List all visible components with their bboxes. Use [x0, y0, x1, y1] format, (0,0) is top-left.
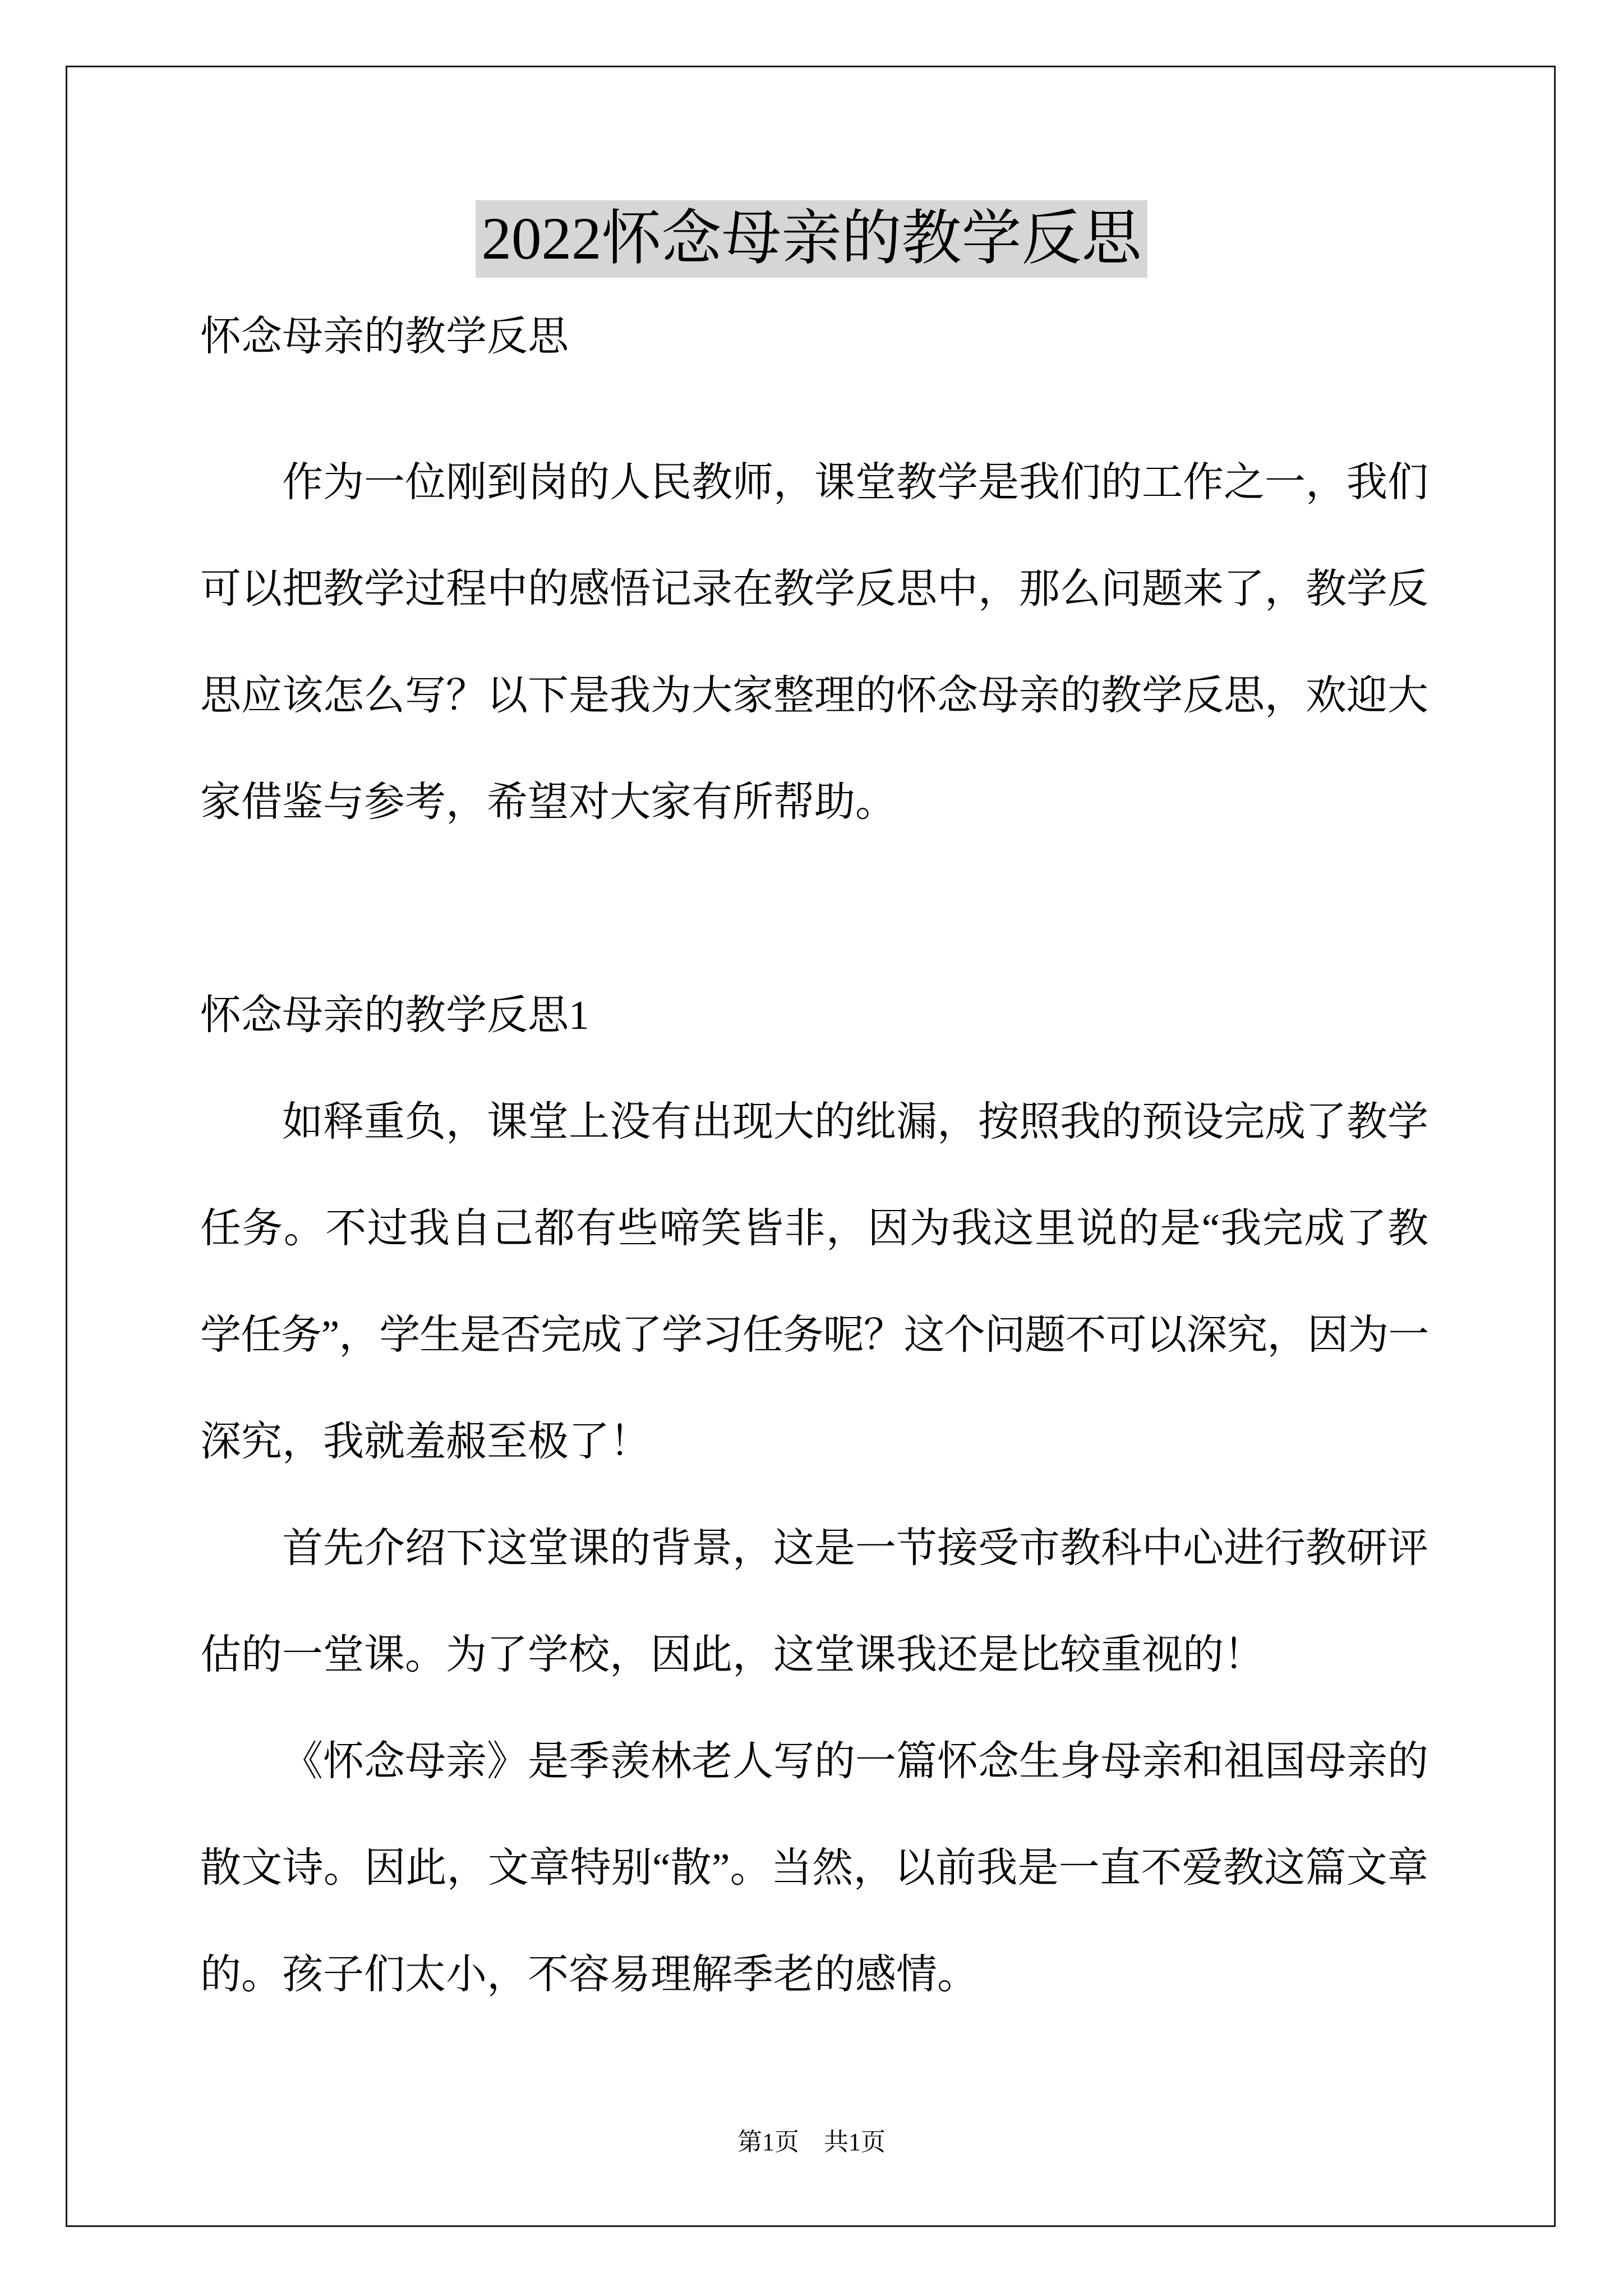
paragraph-line: 估的一堂课。为了学校，因此，这堂课我还是比较重视的！ [200, 1632, 1265, 1677]
paragraph-line: 如释重负，课堂上没有出现大的纰漏，按照我的预设完成了教学 [282, 1099, 1428, 1144]
page-number: 第1页 [737, 2128, 799, 2156]
paragraph-line: 可以把教学过程中的感悟记录在教学反思中，那么问题来了，教学反 [200, 566, 1428, 611]
paragraph-line: 家借鉴与参考，希望对大家有所帮助。 [200, 779, 896, 825]
paragraph-line: 的。孩子们太小，不容易理解季老的感情。 [200, 1952, 978, 1997]
paragraph-line: 深究，我就羞赧至极了！ [200, 1419, 651, 1464]
paragraph [200, 1708, 1428, 2028]
paragraph-line: 思应该怎么写？以下是我为大家整理的怀念母亲的教学反思，欢迎大 [200, 673, 1428, 718]
title-block [0, 200, 1623, 278]
page-total: 共1页 [824, 2128, 886, 2156]
paragraph-line: 首先介绍下这堂课的背景，这是一节接受市教科中心进行教研评 [282, 1525, 1428, 1571]
intro-heading: 怀念母亲的教学反思 [200, 314, 569, 359]
paragraph-line: 《怀念母亲》是季羡林老人写的一篇怀念生身母亲和祖国母亲的 [282, 1738, 1428, 1784]
paragraph [200, 1069, 1428, 1495]
paragraph-line: 任务。不过我自己都有些啼笑皆非，因为我这里说的是“我完成了教 [200, 1205, 1428, 1251]
paragraph [200, 1495, 1428, 1708]
document-body [200, 283, 1428, 2028]
document-title: 2022怀念母亲的教学反思 [476, 200, 1147, 278]
paragraph-line: 学任务”，学生是否完成了学习任务呢？这个问题不可以深究，因为一 [200, 1312, 1428, 1358]
intro-paragraph [200, 429, 1428, 855]
paragraph-line: 散文诗。因此，文章特别“散”。当然，以前我是一直不爱教这篇文章 [200, 1845, 1428, 1890]
page-footer [0, 2126, 1623, 2159]
paragraph-line: 作为一位刚到岗的人民教师，课堂教学是我们的工作之一，我们 [282, 459, 1428, 505]
section-heading: 怀念母亲的教学反思1 [200, 992, 589, 1038]
